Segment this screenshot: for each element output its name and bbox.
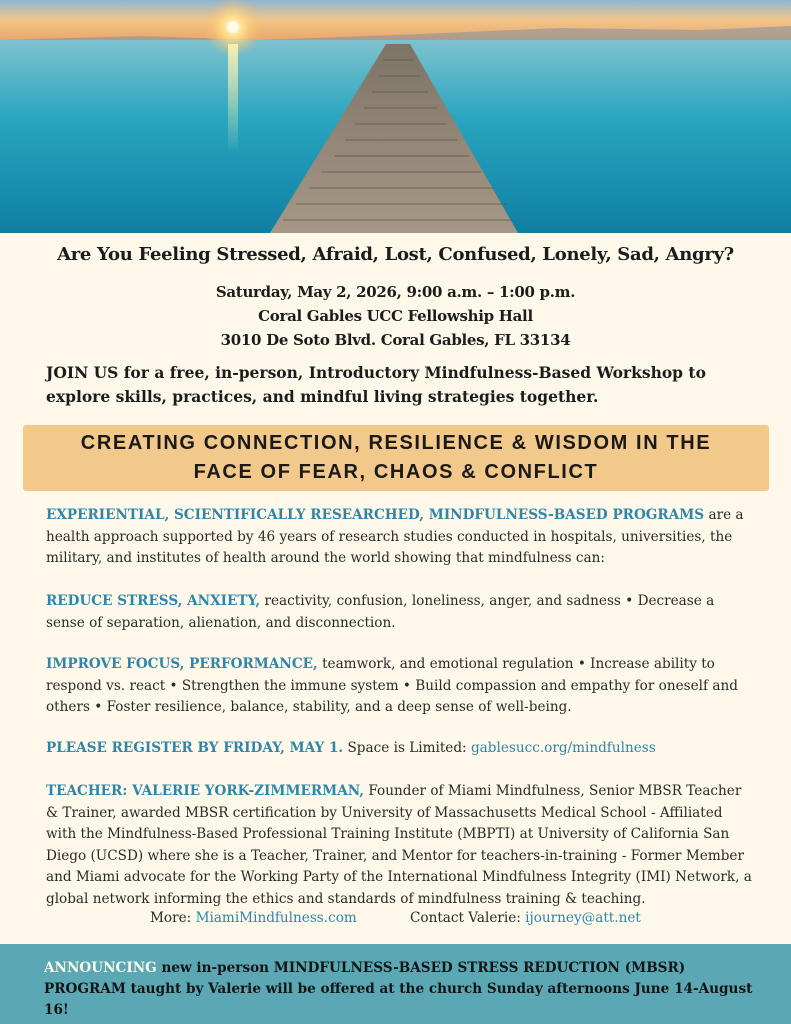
register-paragraph [46, 738, 752, 760]
hero-image [0, 0, 791, 233]
improve-body: teamwork, and emotional regulation • Increase ability to respond vs. react • Strengthen the immune system • Build compassion and empathy for oneself and others • Foster resilience, balance, stability, and a deep sense of well-being. [46, 656, 738, 715]
reduce-paragraph [46, 591, 752, 634]
event-venue: Coral Gables UCC Fellowship Hall [258, 307, 533, 325]
reduce-heading: REDUCE STRESS, ANXIETY, [46, 593, 261, 609]
improve-heading: IMPROVE FOCUS, PERFORMANCE, [46, 656, 318, 672]
contact-label: Contact Valerie: [410, 910, 526, 926]
register-heading: PLEASE REGISTER BY FRIDAY, MAY 1. [46, 740, 344, 756]
teacher-paragraph [46, 781, 752, 910]
headline: Are You Feeling Stressed, Afraid, Lost, Confused, Lonely, Sad, Angry? [57, 244, 734, 265]
event-address: 3010 De Soto Blvd. Coral Gables, FL 33134 [220, 331, 571, 349]
more-link[interactable]: MiamiMindfulness.com [195, 910, 357, 926]
register-link[interactable]: gablesucc.org/mindfulness [470, 740, 656, 756]
announcement-footer [0, 944, 791, 1024]
contact-info [410, 910, 641, 926]
more-info [150, 910, 357, 926]
event-datetime: Saturday, May 2, 2026, 9:00 a.m. – 1:00 p.m. [215, 283, 576, 301]
programs-heading: EXPERIENTIAL, SCIENTIFICALLY RESEARCHED, MINDFULNESS-BASED PROGRAMS [46, 507, 705, 523]
announcing-label: ANNOUNCING [44, 960, 157, 976]
announcement-body: new in-person MINDFULNESS-BASED STRESS REDUCTION (MBSR) PROGRAM taught by Valerie will be offered at the church Sunday afternoons June 14-August 16! [44, 960, 753, 1018]
banner-line-2: FACE OF FEAR, CHAOS & CONFLICT [193, 461, 599, 483]
programs-paragraph [46, 505, 752, 570]
improve-paragraph [46, 654, 752, 719]
banner-line-1: CREATING CONNECTION, RESILIENCE & WISDOM IN THE [80, 432, 712, 454]
programs-body: are a health approach supported by 46 years of research studies conducted in hospitals, universities, the military, and institutes of health around the world showing that mindfulness can: [46, 507, 744, 566]
more-label: More: [150, 910, 196, 926]
join-text: JOIN US for a free, in-person, Introductory Mindfulness-Based Workshop to explore skills, practices, and mindful living strategies together. [46, 363, 706, 406]
reduce-body: reactivity, confusion, loneliness, anger, and sadness • Decrease a sense of separation, alienation, and disconnection. [46, 593, 715, 631]
teacher-heading: TEACHER: VALERIE YORK-ZIMMERMAN, [46, 783, 365, 799]
theme-banner [23, 425, 769, 491]
register-body: Space is Limited: [343, 740, 471, 756]
contact-email-link[interactable]: ijourney@att.net [525, 910, 641, 926]
pier-sunrise-illustration [0, 0, 791, 233]
teacher-body: Founder of Miami Mindfulness, Senior MBSR Teacher & Trainer, awarded MBSR certification by University of Massachusetts Medical School - Affiliated with the Mindfulness-Based Professional Training Institute (MBPTI) at University of California San Diego (UCSD) where she is a Teacher, Trainer, and Mentor for teachers-in-training - Former Member and Miami advocate for the Working Party of the International Mindfulness Integrity (IMI) Network, a global network informing the ethics and standards of mindfulness training & teaching. [46, 783, 752, 907]
